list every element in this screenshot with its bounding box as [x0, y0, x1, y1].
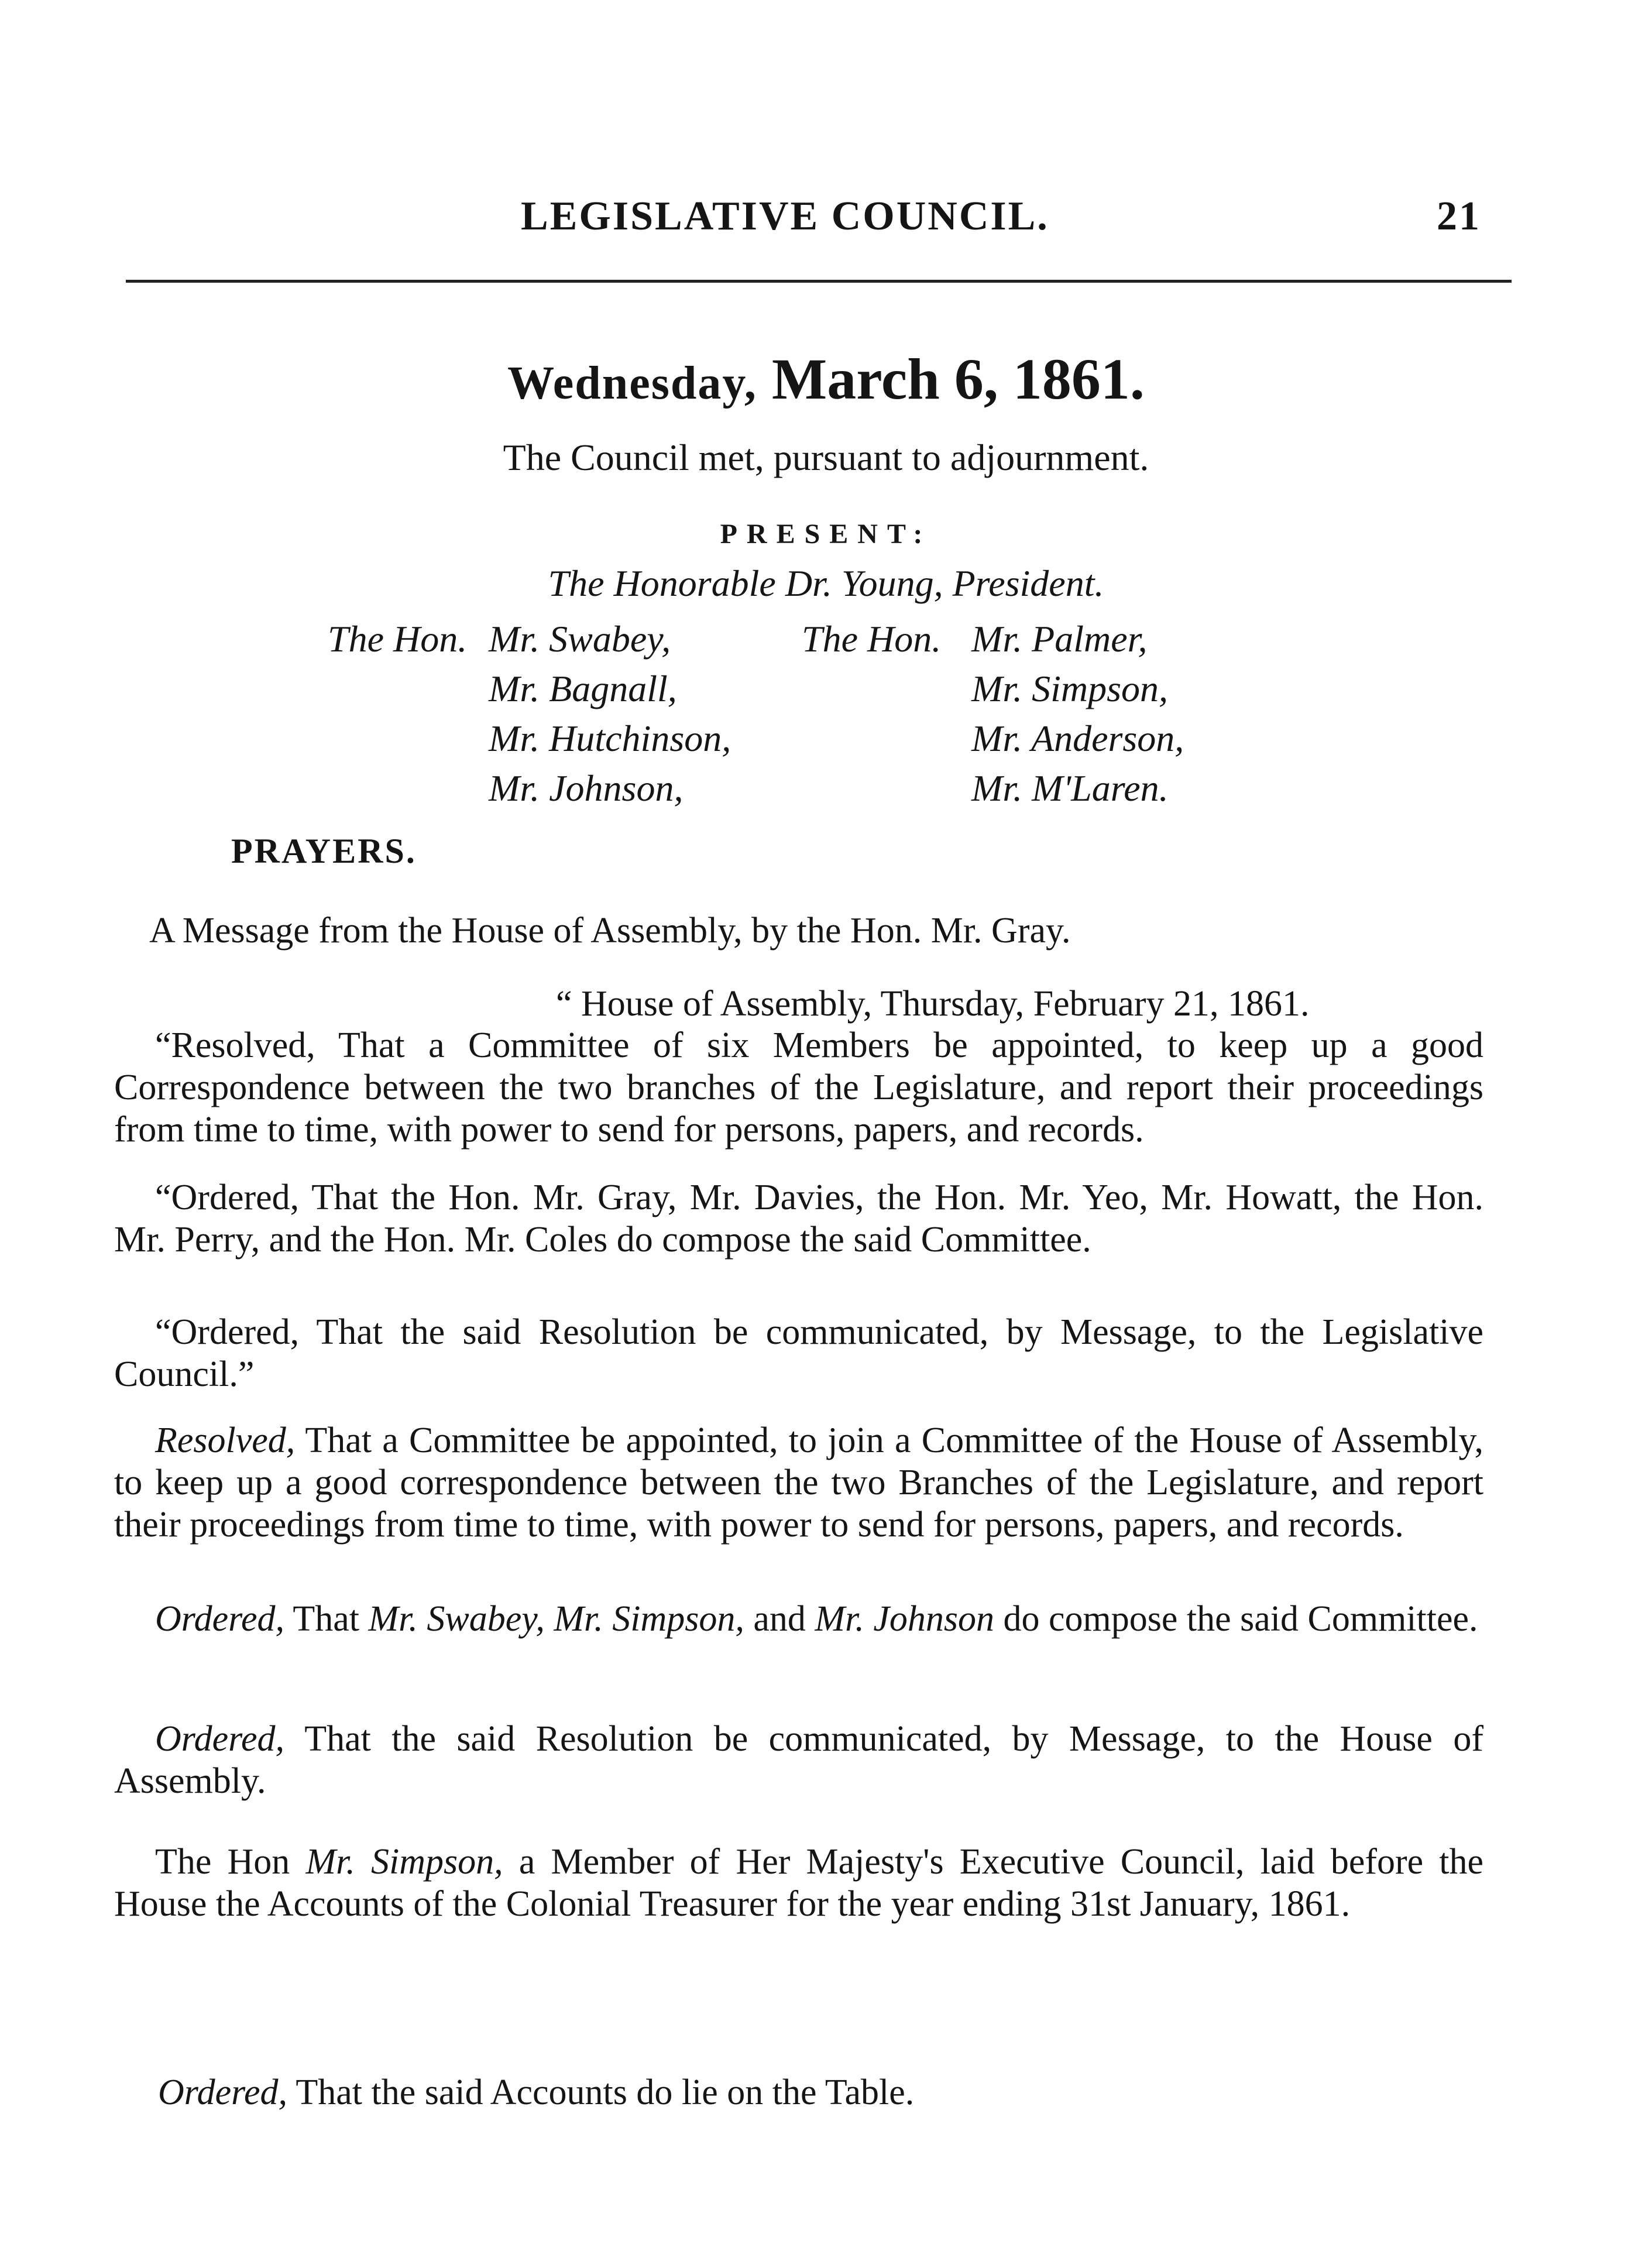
- accounts-text: a Member of Her Majesty's Executive Council, laid before the House the Accounts of the Colonial Treasurer for the year ending 31st January, 1861.: [114, 1842, 1484, 1924]
- accounts-paragraph: [114, 1841, 1483, 1925]
- ordered-message-text: That the said Resolution be communicated, by Message, to the House of Assembly.: [114, 1719, 1483, 1801]
- ordered-committee-paragraph: [114, 1598, 1483, 1640]
- quote-ordered-2-paragraph: [114, 1311, 1483, 1395]
- committee-member-name: Mr. Simpson,: [554, 1599, 744, 1639]
- member-right: Mr. Palmer,: [971, 618, 1148, 660]
- running-head-title: LEGISLATIVE COUNCIL.: [521, 194, 1049, 239]
- ordered-committee-text: That: [293, 1599, 359, 1639]
- ordered-word: Ordered,: [155, 1719, 284, 1759]
- quote-ordered-text: “Ordered, That the Hon. Mr. Gray, Mr. Davies, the Hon. Mr. Yeo, Mr. Howatt, the Hon. Mr. Perry, and the Hon. Mr. Coles do compose the said Committee.: [114, 1178, 1483, 1260]
- heading-day: Wednesday,: [507, 358, 757, 409]
- page-number: 21: [1437, 194, 1481, 239]
- member-left: Mr. Johnson,: [489, 767, 684, 809]
- member-left: Mr. Swabey,: [489, 618, 671, 660]
- quote-resolved-text: “Resolved, That a Committee of six Members be appointed, to keep up a good Correspondence between the two branches of the Legislature, and report their proceedings from time to time, with power to send for persons, papers, and records.: [114, 1025, 1483, 1150]
- message-intro: A Message from the House of Assembly, by the Hon. Mr. Gray.: [149, 911, 1071, 951]
- accounts-member-name: Mr. Simpson,: [305, 1842, 503, 1882]
- heading-date: March 6, 1861.: [771, 346, 1145, 411]
- resolved-text: That a Committee be appointed, to join a Committee of the House of Assembly, to keep up a good correspondence between the two Branches of the Legislature, and report their proceedings from time to time, with power to send for persons, papers, and records.: [114, 1420, 1483, 1545]
- ordered-table-line: [158, 2072, 914, 2113]
- ordered-word: Ordered,: [158, 2073, 287, 2112]
- member-left: Mr. Hutchinson,: [489, 718, 731, 759]
- ordered-table-text: That the said Accounts do lie on the Table.: [296, 2073, 915, 2112]
- member-right: Mr. Simpson,: [971, 668, 1169, 709]
- quote-ordered-paragraph: [114, 1176, 1483, 1261]
- resolved-paragraph: [114, 1419, 1483, 1546]
- members-left-prefix: The Hon.: [328, 618, 468, 660]
- committee-member-name: Mr. Swabey,: [368, 1599, 545, 1639]
- ordered-word: Ordered,: [155, 1599, 284, 1639]
- ordered-message-paragraph: [114, 1718, 1483, 1802]
- member-right: Mr. Anderson,: [971, 718, 1184, 759]
- president-line: The Honorable Dr. Young, President.: [548, 562, 1104, 604]
- resolved-word: Resolved,: [155, 1420, 296, 1460]
- committee-member-name: Mr. Johnson: [815, 1599, 994, 1639]
- accounts-text: The Hon: [155, 1842, 290, 1882]
- quote-ordered-2-text: “Ordered, That the said Resolution be communicated, by Message, to the Legislative Council.”: [114, 1312, 1483, 1394]
- opening-line: The Council met, pursuant to adjournment.: [503, 437, 1149, 478]
- members-right-prefix: The Hon.: [802, 618, 942, 660]
- date-heading: [0, 345, 1652, 413]
- quote-resolved-paragraph: [114, 1024, 1483, 1151]
- prayers-heading: PRAYERS.: [231, 832, 417, 870]
- quote-dateline: “ House of Assembly, Thursday, February 21, 1861.: [556, 984, 1310, 1024]
- ordered-committee-text: and: [753, 1599, 806, 1639]
- ordered-committee-text: do compose the said Committee.: [1003, 1599, 1478, 1639]
- present-label: PRESENT:: [720, 519, 932, 550]
- header-rule: [126, 280, 1512, 283]
- member-right: Mr. M'Laren.: [971, 767, 1169, 809]
- member-left: Mr. Bagnall,: [489, 668, 677, 709]
